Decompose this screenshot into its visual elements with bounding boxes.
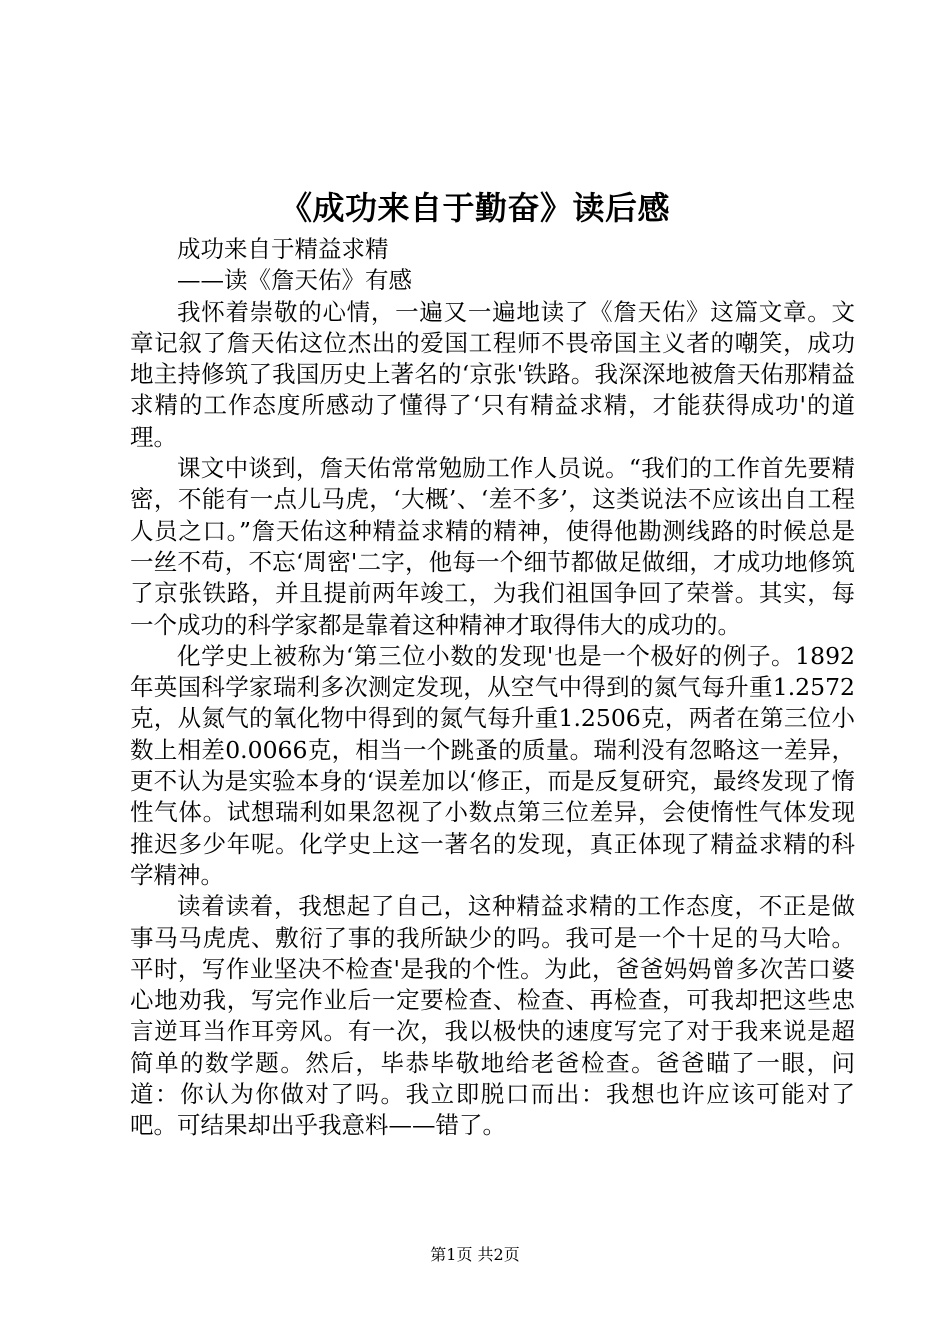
subtitle-line: 成功来自于精益求精 [177, 235, 389, 263]
page-footer: 第1页 共2页 [430, 1245, 520, 1264]
document-title: 《成功来自于勤奋》读后感 [279, 189, 670, 227]
paragraph-1: 我怀着崇敬的心情，一遍又一遍地读了《詹天佑》这篇文章。文章记叙了詹天佑这位杰出的爱国工程师不畏帝国主义者的嘲笑，成功地主持修筑了我国历史上著名的‘京张'铁路。我深深地被詹天佑那精益求精的工作态度所感动了懂得了‘只有精益求精，才能获得成功'的道理。 [130, 297, 855, 451]
document-body [130, 234, 855, 1142]
subtitle-byline: ——读《詹天佑》有感 [177, 266, 412, 295]
paragraph-4: 读着读着，我想起了自己，这种精益求精的工作态度，不正是做事马马虎虎、敷衍了事的我所缺少的吗。我可是一个十足的马大哈。平时，写作业坚决不检查'是我的个性。为此，爸爸妈妈曾多次苦口婆心地劝我，写完作业后一定要检查、检查、再检查，可我却把这些忠言逆耳当作耳旁风。有一次，我以极快的速度写完了对于我来说是超简单的数学题。然后，毕恭毕敬地给老爸检查。爸爸瞄了一眼，问道：你认为你做对了吗。我立即脱口而出：我想也许应该可能对了吧。可结果却出乎我意料——错了。 [130, 892, 855, 1140]
paragraph-2: 课文中谈到，詹天佑常常勉励工作人员说。“我们的工作首先要精密，不能有一点儿马虎，‘大概’、‘差不多’，这类说法不应该出自工程人员之口。”詹天佑这种精益求精的精神，使得他勘测线路的时候总是一丝不苟，不忘‘周密'二字，他每一个细节都做足做细，才成功地修筑了京张铁路，并且提前两年竣工，为我们祖国争回了荣誉。其实，每一个成功的科学家都是靠着这种精神才取得伟大的成功的。 [130, 454, 855, 639]
paragraph-3: 化学史上被称为‘第三位小数的发现'也是一个极好的例子。1892年英国科学家瑞利多次测定发现，从空气中得到的氮气每升重1.2572克，从氮气的氧化物中得到的氮气每升重1.2506克，两者在第三位小数上相差0.0066克，相当一个跳蚤的质量。瑞利没有忽略这一差异，更不认为是实验本身的‘误差加以‘修正，而是反复研究，最终发现了惰性气体。试想瑞利如果忽视了小数点第三位差异，会使惰性气体发现推迟多少年呢。化学史上这一著名的发现，真正体现了精益求精的科学精神。 [130, 641, 855, 889]
